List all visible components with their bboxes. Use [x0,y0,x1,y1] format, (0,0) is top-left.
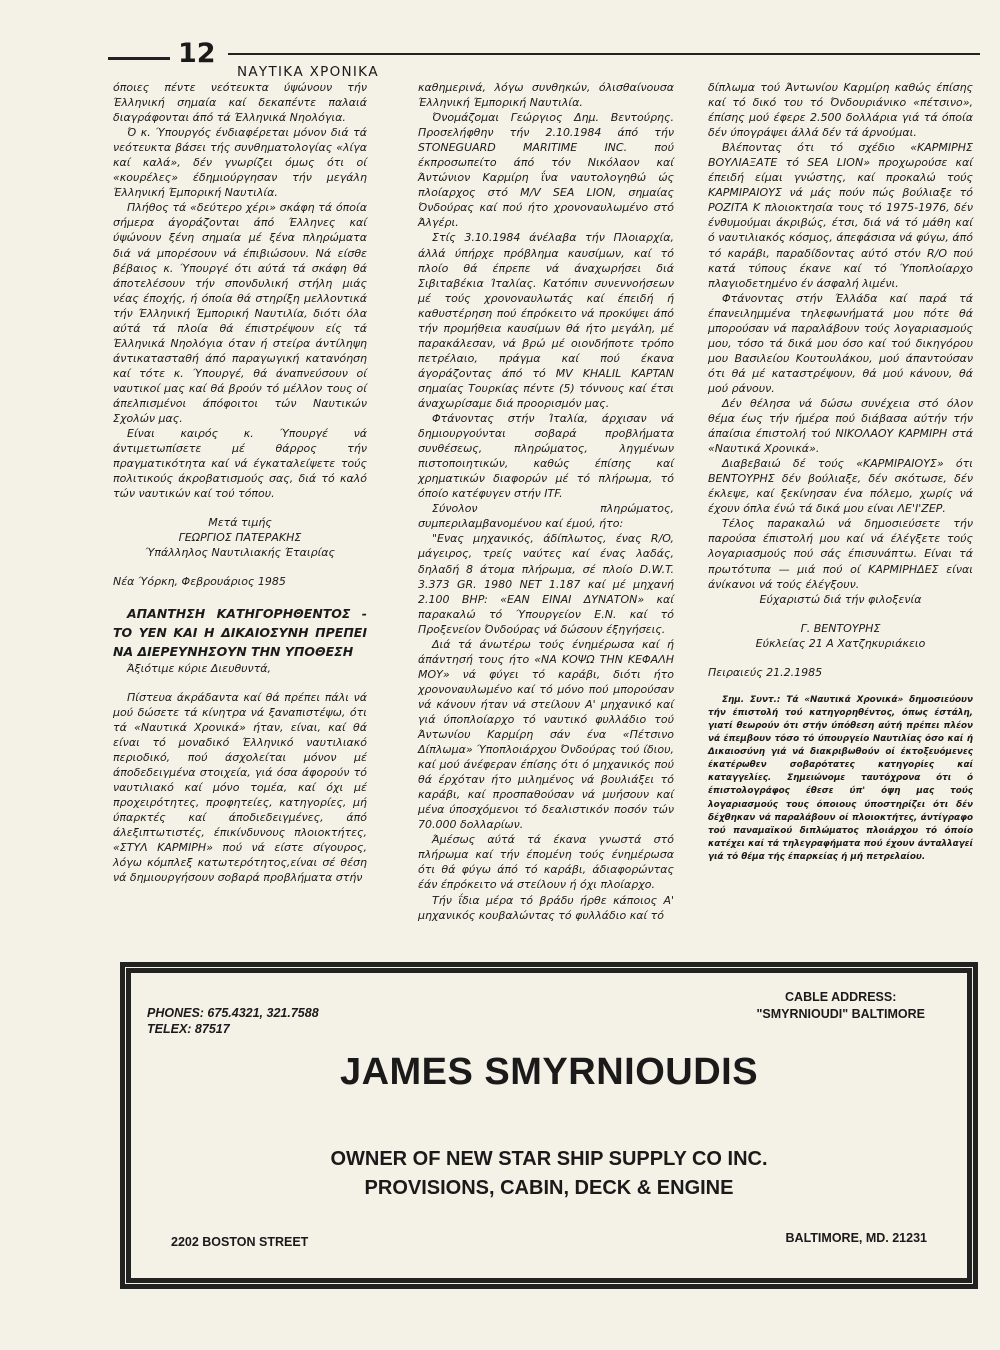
ad-company-name: JAMES SMYRNIOUDIS [339,1051,759,1093]
letter-dateline: Νέα Ύόρκη, Φεβρουάριος 1985 [113,575,286,589]
paragraph: Πλήθος τά «δεύτερο χέρι» σκάφη τά όποία σήμερα άγοράζονται άπό Έλληνες καί ύψώνουν ξένη σημαία μέ ξένα πληρώματα διά νά μπορέσουν νά έπιβιώσουν. Νά είσθε βέβαιος κ. Ύπουργέ ότι αύτά τά σκάφη θά άποτελέσουν τήν σπονδυλική στήλη μιάς νέας έποχής, ή όποία θά στηρίξη μελλοντικά τήν Έλληνική Έμπορική Ναυτιλία, διότι όλα αύτά τά πλοία θά έπιστρέψουν είς τά Έλληνικά Νηολόγια όταν ή στείρα άντίληψη άντικατασταθή άπό παραγωγική κατανόηση καί τότε κ. Ύπουργέ, θά άναπνεύσουν οί ναυτικοί μας καί θά βρούν τό μέλλον τους οί άπελπισμένοι άπόφοιτοι τών Ναυτικών Σχολών μας. [113,201,367,426]
paragraph: Ό κ. Ύπουργός ένδιαφέρεται μόνον διά τά νεότευκτα βάσει τής συνθηματολογίας «λίγα καί καλά», δέν γνωρίζει όμως ότι οί «κουρέλες» έδημιούργησαν τήν μεγάλη Έλληνική Έμπορική Ναυτιλία. [113,126,367,200]
article-heading: ΑΠΑΝΤΗΣΗ ΚΑΤΗΓΟΡΗΘΕΝΤΟΣ - ΤΟ ΥΕΝ ΚΑΙ Η ΔΙΚΑΙΟΣΥΝΗ ΠΡΕΠΕΙ ΝΑ ΔΙΕΡΕΥΝΗΣΟΥΝ ΤΗΝ ΥΠΟΘΕΣΗ [113,605,367,659]
paragraph: Είναι καιρός κ. Ύπουργέ νά άντιμετωπίσετε μέ θάρρος τήν πραγματικότητα καί νά έγκαταλείψετε τούς πολιτικούς άκροβατισμούς σας, διά τό καλό τών ναυτικών καί τού τόπου. [113,427,367,501]
column-2 [418,80,674,923]
paragraph: "Ενας μηχανικός, άδίπλωτος, ένας R/O, μάγειρος, τρείς ναύτες καί ένας λαδάς, δηλαδή 8 άτομα πλήρωμα, σέ πλοίο D.W.T. 3.373 GR. 1980 NET 1.187 καί μέ μηχανή 2.100 BHP: «ΕΑΝ ΕΙΝΑΙ ΔΥΝΑΤΟΝ» καί παρακαλώ τό Ύπουργείον Ε.Ν. καί τό Προξενείον Όνδούρας νά δώσουν έξηγήσεις. [418,532,674,636]
paragraph: όποιες πέντε νεότευκτα ύψώνουν τήν Έλληνική σημαία καί δεκαπέντε παλαιά διαγράφονται άπό τά Έλληνικά Νηολόγια. [113,81,367,125]
paragraph: Διά τά άνωτέρω τούς ένημέρωσα καί ή άπάντησή τους ήτο «ΝΑ ΚΟΨΩ ΤΗΝ ΚΕΦΑΛΗ ΜΟΥ» νά φύγει τό καράβι, διότι ήτο χρονοναυλωμένο καί τό μόνο πού μπορούσαν νά κάνουν ήταν νά στείλουν Α' μηχανικό καί γιά ύποπλοίαρχο τό ναυτικό φυλλάδιο τού Άντωνίου Καρμίρη σάν ένα «Πέτσινο Δίπλωμα» Ύποπλοιάρχου Όνδούρας τού ίδιου, καί μού άνέφεραν έπίσης ότι ό μηχανικός πού θά έρχόταν ήτο μιλημένος νά βουλιάξει τό καράβι, καί προσπαθούσαν νά μυήσουν καί μένα ύποσχόμενοι τό δεαλιστικόν ποσόν τών 70.000 δολλαρίων. [418,637,674,832]
column-3 [708,80,973,864]
paragraph: Άμέσως αύτά τά έκανα γνωστά στό πλήρωμα καί τήν έπομένη τούς ένημέρωσα ότι θά φύγω άπό τό καράβι, άδιαφορώντας έάν έπρόκειτο νά στείλουν ή όχι πλοίαρχο. [418,833,674,892]
letter-author: ΓΕΩΡΓΙΟΣ ΠΑΤΕΡΑΚΗΣ [178,531,302,545]
ad-street: 2202 BOSTON STREET [171,1235,309,1249]
paragraph: Τήν ΐδια μέρα τό βράδυ ήρθε κάποιος Α' μηχανικός κουβαλώντας τό φυλλάδιο καί τό [418,893,674,922]
ad-owner-line: OWNER OF NEW STAR SHIP SUPPLY CO INC. [330,1148,768,1170]
letter-author: Γ. ΒΕΝΤΟΥΡΗΣ [800,621,881,635]
letter-signoff: Μετά τιμής [208,516,272,530]
header-rule-right [228,53,980,55]
ad-phones: PHONES: 675.4321, 321.7588 [147,1006,319,1020]
ad-services: PROVISIONS, CABIN, DECK & ENGINE [364,1177,734,1199]
ad-cable-value: "SMYRNIOUDI" BALTIMORE [756,1007,925,1021]
paragraph: Τέλος παρακαλώ νά δημοσιεύσετε τήν παρούσα έπιστολή μου καί νά έλέγξετε τούς λογαριασμούς πού σάς έπισυνάπτω. Είναι τά πρωτότυπα — μιά πού οί ΚΑΡΜΙΡΗΔΕΣ είναι άνίκανοι νά τούς έλέγξουν. [708,517,973,591]
letter-author-title: Ύπάλληλος Ναυτιλιακής Έταιρίας [144,546,336,560]
paragraph: Όνομάζομαι Γεώργιος Δημ. Βεντούρης. Προσελήφθην τήν 2.10.1984 άπό τήν STONEGUARD MARITIME INC. πού έκπροσωπείτο άπό τόν Νικόλαον καί Άντώνιον Καρμίρη ΐνα ναυτολογηθώ ώς πλοίαρχος στό M/V SEA LION, σημαίας Όνδούρας καί πού ήτο χρονοναυλωμένο στό Άλγέρι. [418,111,674,230]
ad-cable-label: CABLE ADDRESS: [785,990,897,1004]
editor-note: Σημ. Συντ.: Τά «Ναυτικά Χρονικά» δημοσιεύουν τήν έπιστολή τού κατηγορηθέντος, όπως έστάλη, γιατί θεωρούν ότι στήν ύπόθεση αύτή πρέπει πλέον νά έπεμβουν τόσο τό ύπουργείο Ναυτιλίας όσο καί ή Δικαιοσύνη γιά νά διακριβωθούν οί έκτοξευόμενες έκατέρωθεν σοβαρότατες κατηγορίες καί καταγγελίες. Σημειώνομε ταυτόχρονα ότι ό έπιστολογράφος έθεσε ύπ' όψη μας τούς λογαριασμούς τους όποιους ύποστηρίζει ότι δέν δέχθηκαν νά παραλάβουν οί πλοιοκτήτες, άντίγραφο τού παναμαϊκού διπλώματος πλοιάρχου τό όποίο κατέχει καί τά τηλεγραφήματα πού έχουν άνταλλαγεί γιά τό θέμα τής έπαρκείας ή μή πετρελαίου. [708,694,973,862]
column-1 [113,80,367,885]
letter-author-address: Εύκλείας 21 Α Χατζηκυριάκειο [755,636,926,650]
paragraph: καθημερινά, λόγω συνθηκών, όλισθαίνουσα Έλληνική Έμπορική Ναυτιλία. [418,81,674,110]
paragraph: Διαβεβαιώ δέ τούς «ΚΑΡΜΙΡΑΙΟΥΣ» ότι ΒΕΝΤΟΥΡΗΣ δέν βούλιαξε, δέν σκότωσε, δέν έκλεψε, καί ξεκίνησαν ένα πόλεμο, χωρίς νά έχουν όπλα ένώ τά δικά μου είναι ΛΕ'Ι'ΖΕΡ. [708,457,973,516]
letter-closing: Εύχαριστώ διά τήν φιλοξενία [759,592,922,606]
paragraph: δίπλωμα τού Άντωνίου Καρμίρη καθώς έπίσης καί τό δικό του τό Όνδουριάνικο «πέτσινο», έπίσης μού έφερε 2.500 δολλάρια γιά τά όποία δέν ύπογράψει άλλά δέν τά άρνούμαι. [708,81,973,140]
header-rule-left [108,57,170,60]
paragraph: Βλέποντας ότι τό σχέδιο «ΚΑΡΜΙΡΗΣ ΒΟΥΛΙΑΞΑΤΕ τό SEA LION» προχωρούσε καί έπειδή είμαι γνώστης, καί προκαλώ τούς ΚΑΡΜΙΡΑΙΟΥΣ νά μάς πούν πώς βούλιαξε τό ΡΟΖΙΤΑ Κ πλοιοκτησία τους τό 1975-1976, δέν ένθυμούμαι άκριβώς, έτσι, διά νά τό μάθη καί ό ναυτιλιακός κόσμος, άπεφάσισα νά φύγω, άπό τό καράβι, παραδίδοντας αύτό στόν R/O πού κατά τύπους έκανε καί τό Ύποπλοίαρχο πλαγιοδετημένο έν άσφαλή λιμένι. [708,141,973,290]
paragraph: Φτάνοντας στήν Έλλάδα καί παρά τά έπανειλημμένα τηλεφωνήματά μου πότε θά μπορούσαν νά παραλάβουν τούς λογαριασμούς μου, τόσο τά δικά μου όσο καί τού δικηγόρου μου Βασιλείου Κουτουλάκου, μού άπαντούσαν ότι θά μέ καταστρέψουν, θά μού κάνουν, θά μού ράνουν. [708,291,973,395]
paragraph: Στίς 3.10.1984 άνέλαβα τήν Πλοιαρχία, άλλά ύπήρχε πρόβλημα καυσίμων, καί τό πλοίο θά έπρεπε νά άναχωρήσει διά Σιβιταβέκια Ίταλίας. Κατόπιν συνεννοήσεων μέ τούς χρονοναυλωτάς καί έπειδή ή καθυστέρηση πού έπρόκειτο νά προκύψει άπό τήν προμήθεια καυσίμων θά ήτο μεγάλη, μέ παρακάλεσαν, νά βρώ μέ οιονδήποτε τρόπο πετρέλαιο, πράγμα καί πού έκανα άγοράζοντας άπό τό MV KHALIL KAPTAN σημαίας Τουρκίας πέντε (5) τόννους καί έτσι άναχωρίσαμε διά προορισμόν μας. [418,231,674,410]
ad-cable-address [756,989,925,1023]
page-number: 12 [178,38,216,69]
paragraph: Δέν θέλησα νά δώσω συνέχεια στό όλον θέμα έως τήν ήμέρα πού διάβασα αύτήν τήν άπαίσια έπιστολή τού ΝΙΚΟΛΑΟΥ ΚΑΡΜΙΡΗ στά «Ναυτικά Χρονικά». [708,396,973,456]
paragraph: Σύνολον πληρώματος, συμπεριλαμβανομένου καί έμού, ήτο: [418,502,674,531]
advertisement [120,962,978,1289]
ad-city: BALTIMORE, MD. 21231 [785,1231,927,1245]
salutation: Άξιότιμε κύριε Διευθυντά, [127,661,272,675]
publication-masthead: ΝΑΥΤΙΚΑ ΧΡΟΝΙΚΑ [237,64,379,80]
ad-owner-block [131,1145,967,1203]
letter-dateline: Πειραιεύς 21.2.1985 [708,665,823,679]
ad-telex: TELEX: 87517 [147,1022,230,1036]
ad-contact [147,1005,319,1037]
paragraph: Φτάνοντας στήν Ίταλία, άρχισαν νά δημιουργούνται σοβαρά προβλήματα συνθέσεως, πληρώματος, ληγμένων πιστοποιητικών, καθώς έπίσης καί χρηματικών διαφορών μέ τό πλήρωμα, τό όποίο κατέφυγεν στήν ITF. [418,412,674,501]
paragraph: Πίστευα άκράδαντα καί θά πρέπει πάλι νά μού δώσετε τά κίνητρα νά ξαναπιστέψω, ότι τά «Ναυτικά Χρονικά» ήταν, είναι, καί θά είναι τό μοναδικό Έλληνικό ναυτιλιακό περιοδικό, πού άσχολείται μόνον μέ άποδεδειγμένα στοιχεία, γιά όσα άφορούν τό ναυτιλιακό καί μόνο τομέα, καί όχι μέ προχειρότητες, προφητείες, κατηγορίες, μή ύπαρκτές καί άποδιεδειγμένες, άπό άλεξιπτωτιστές, έπικίνδυνους πλοιοκτήτες, «ΣΤΥΛ ΚΑΡΜΙΡΗ» πού νά είστε σίγουρος, λόγω κόμπλεξ κατωτερότητος,είναι σέ θέση νά δημιουργήσουν σοβαρά προβλήματα στήν [113,690,367,885]
